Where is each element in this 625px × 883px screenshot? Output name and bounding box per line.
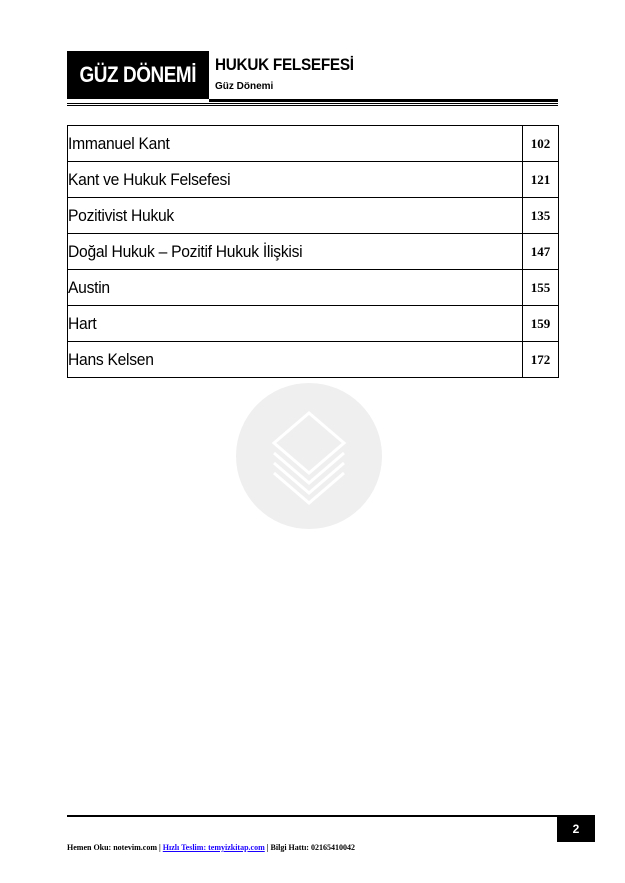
page-number: 2 [557,815,595,842]
toc-row[interactable] [68,162,559,198]
page-title-text: HUKUK FELSEFESİ [215,55,354,74]
delivery-link[interactable]: Hızlı Teslim: temyizkitap.com [162,843,265,852]
toc-entry-page: 159 [523,306,559,342]
toc-row[interactable] [68,342,559,378]
toc-entry-title: Kant ve Hukuk Felsefesi [68,162,523,198]
toc-row[interactable] [68,126,559,162]
toc-entry-page: 135 [523,198,559,234]
toc-entry-title: Hart [68,306,523,342]
footer-hotline: Bilgi Hattı: 02165410042 [270,843,355,852]
toc-entry-title: Pozitivist Hukuk [68,198,523,234]
footer-separator: | [157,843,163,852]
toc-row[interactable] [68,198,559,234]
toc-entry-page: 172 [523,342,559,378]
stacked-layers-icon [236,383,382,529]
header-rule-thin [67,103,558,104]
toc-entry-page: 155 [523,270,559,306]
header-rule-thick [209,99,558,102]
footer-info [67,843,355,852]
toc-entry-title: Doğal Hukuk – Pozitif Hukuk İlişkisi [68,234,523,270]
toc-entry-title: Hans Kelsen [68,342,523,378]
page-title [215,55,369,75]
header-rule-thin [67,105,558,106]
footer-separator: | [264,843,271,852]
header-badge [67,51,209,99]
table-of-contents [67,125,559,378]
toc-row[interactable] [68,234,559,270]
footer-read-label: Hemen Oku: notevim.com [67,843,157,852]
toc-entry-page: 121 [523,162,559,198]
toc-entry-page: 147 [523,234,559,270]
toc-entry-page: 102 [523,126,559,162]
page-subtitle: Güz Dönemi [215,81,274,92]
toc-entry-title: Austin [68,270,523,306]
toc-entry-title: Immanuel Kant [68,126,523,162]
toc-row[interactable] [68,270,559,306]
header-badge-text: GÜZ DÖNEMİ [79,62,197,87]
footer-rule [67,815,559,817]
watermark-logo [236,383,382,529]
toc-row[interactable] [68,306,559,342]
